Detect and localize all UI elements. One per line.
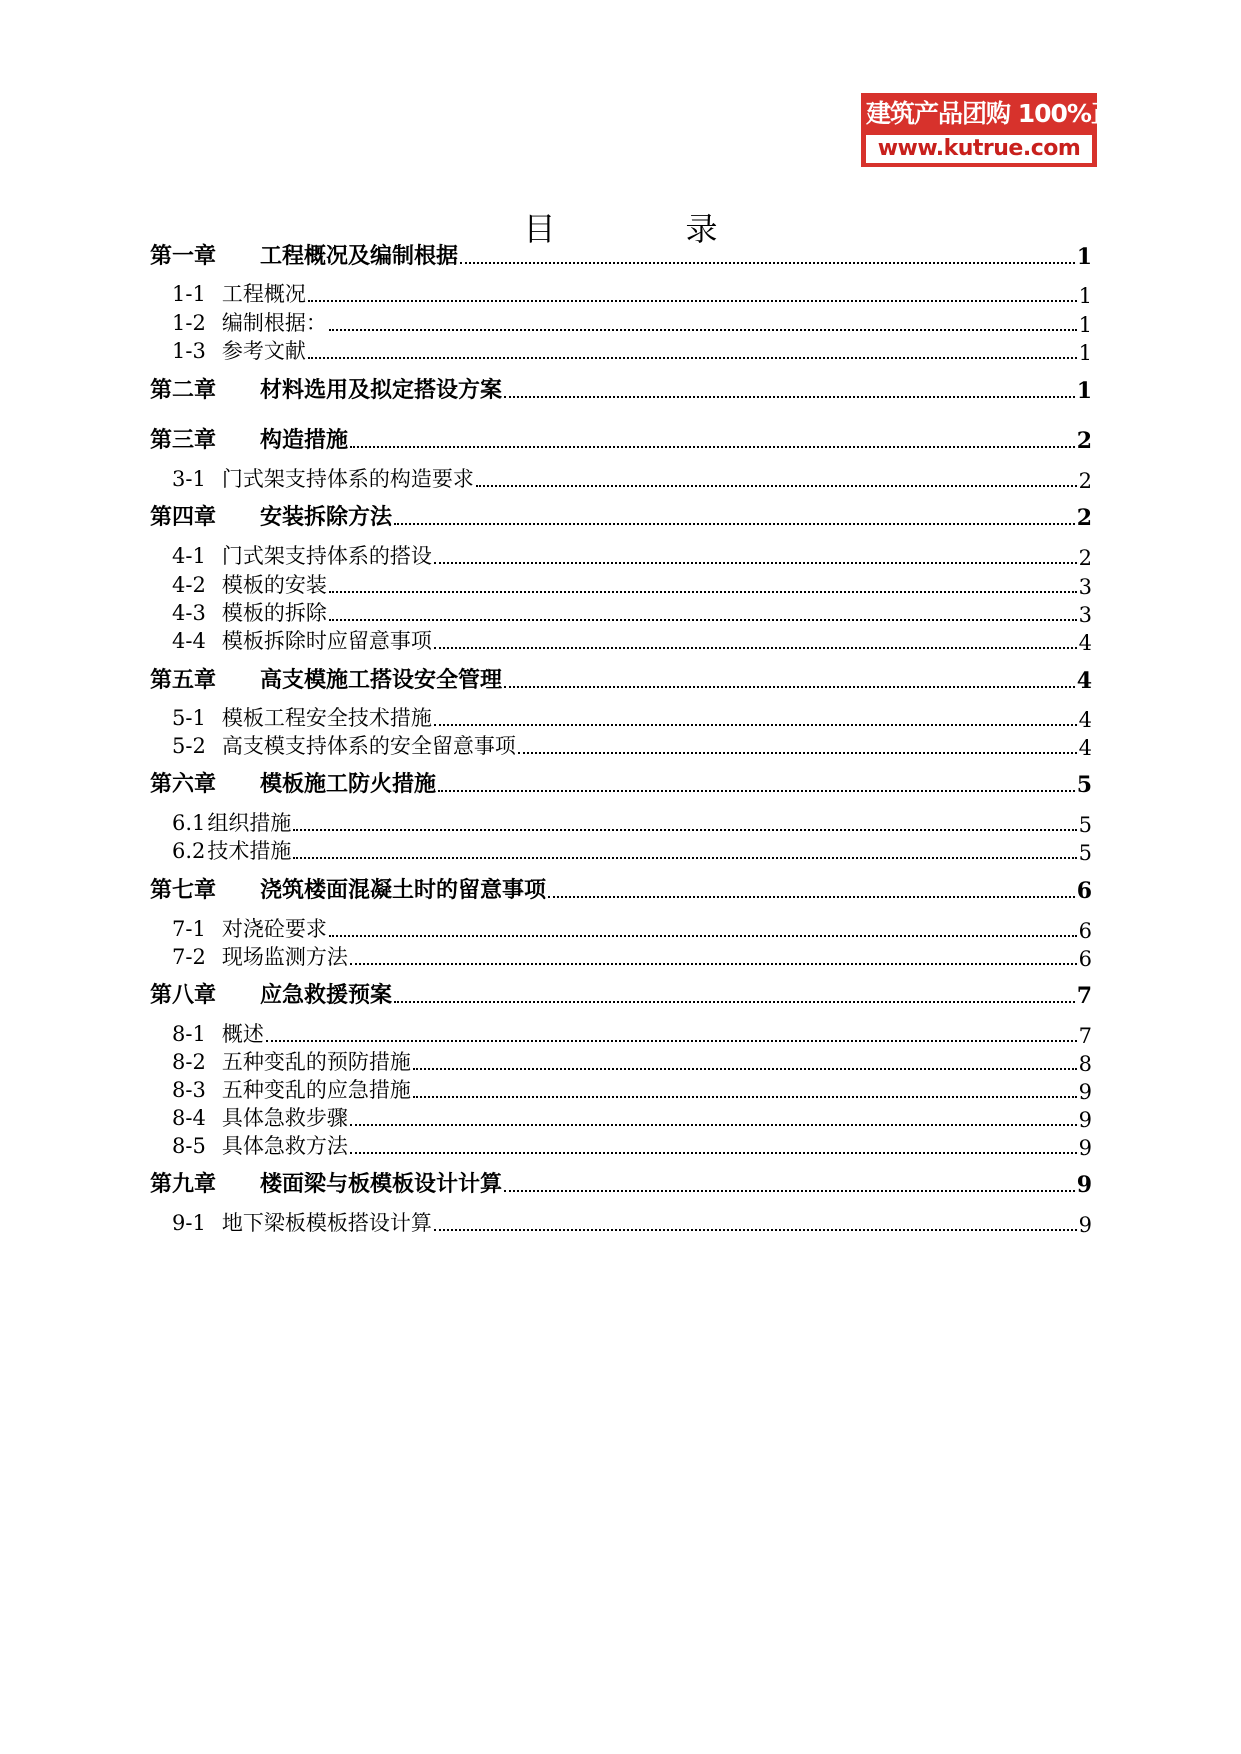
toc-entry-title [172, 540, 434, 570]
toc-entry-number: 6.2 [172, 839, 206, 863]
toc-entry-number: 8-4 [172, 1106, 206, 1130]
toc-entry-label: 参考文献 [221, 339, 306, 363]
toc-entry-title [172, 730, 518, 760]
toc-entry-number: 4-4 [172, 629, 206, 653]
dot-leader [504, 396, 1075, 398]
toc-section-row[interactable] [172, 1128, 1092, 1160]
dot-leader [434, 647, 1077, 649]
toc-page-number: 9 [1078, 1213, 1092, 1237]
toc-entry-label: 地下梁板模板搭设计算 [221, 1211, 432, 1235]
dot-leader [504, 1190, 1075, 1192]
stamp-line-1: 建筑产品团购 100%正品 [866, 99, 1139, 128]
toc-chapter-row[interactable] [150, 372, 1092, 404]
dot-leader [438, 790, 1075, 792]
dot-leader [394, 1001, 1075, 1003]
toc-entry-label: 编制根据： [221, 311, 327, 335]
toc-entry-label: 工程概况 [221, 282, 306, 306]
toc-entry-label: 现场监测方法 [221, 945, 348, 969]
toc-page-number: 2 [1076, 428, 1092, 454]
toc-chapter-row[interactable] [150, 766, 1092, 798]
toc-section-row[interactable] [172, 538, 1092, 570]
toc-entry-title [172, 941, 350, 971]
toc-entry-number: 7-1 [172, 917, 206, 941]
dot-leader [308, 300, 1077, 302]
toc-entry-number: 1-2 [172, 311, 206, 335]
toc-entry-number: 1-3 [172, 339, 206, 363]
toc-entry-label: 具体急救方法 [221, 1134, 348, 1158]
toc-page-number: 3 [1078, 603, 1092, 627]
toc-entry-number: 5-1 [172, 706, 206, 730]
watermark-stamp [861, 93, 1139, 167]
toc-page-number: 9 [1076, 1172, 1092, 1198]
toc-entry-number: 第八章 [150, 982, 217, 1008]
toc-entry-number: 第五章 [150, 667, 217, 693]
toc-section-row[interactable] [172, 461, 1092, 493]
toc-chapter-row[interactable] [150, 238, 1092, 270]
toc-entry-label: 工程概况及编制根据 [260, 243, 459, 269]
dot-leader [329, 619, 1077, 621]
toc-entry-number: 4-2 [172, 573, 206, 597]
dot-leader [548, 896, 1075, 898]
toc-page-number: 4 [1078, 631, 1092, 655]
toc-entry-number: 7-2 [172, 945, 206, 969]
toc-entry-title [150, 423, 350, 454]
dot-leader [293, 829, 1076, 831]
toc-section-row[interactable] [172, 333, 1092, 365]
toc-entry-title [150, 239, 460, 270]
toc-section-row[interactable] [172, 833, 1092, 865]
toc-entry-number: 第三章 [150, 427, 217, 453]
toc-entry-number: 8-1 [172, 1022, 206, 1046]
toc-entry-number: 第二章 [150, 377, 217, 403]
toc-entry-title [172, 463, 476, 493]
toc-entry-title [150, 978, 394, 1009]
toc-entry-number: 8-5 [172, 1134, 206, 1158]
dot-leader [434, 724, 1077, 726]
dot-leader [350, 1152, 1077, 1154]
toc-entry-label: 高支模支持体系的安全留意事项 [221, 734, 516, 758]
toc-entry-label: 构造措施 [260, 427, 349, 453]
toc-page-number: 4 [1076, 668, 1092, 694]
toc-entry-title [150, 373, 504, 404]
toc-entry-label: 模板的拆除 [221, 601, 327, 625]
toc-entry-title [150, 767, 438, 798]
toc-entry-label: 技术措施 [207, 839, 292, 863]
toc-page-number: 5 [1078, 813, 1092, 837]
toc-section-row[interactable] [172, 623, 1092, 655]
toc-page-number: 6 [1078, 947, 1092, 971]
toc-page-number: 6 [1076, 878, 1092, 904]
toc-chapter-row[interactable] [150, 499, 1092, 531]
toc-entry-number: 6.1 [172, 811, 206, 835]
toc-entry-label: 具体急救步骤 [221, 1106, 348, 1130]
toc-section-row[interactable] [172, 1205, 1092, 1237]
dot-leader [476, 485, 1077, 487]
stamp-line-2: www.kutrue.com [866, 135, 1092, 163]
toc-entry-number: 8-3 [172, 1078, 206, 1102]
toc-entry-label: 门式架支持体系的搭设 [221, 544, 432, 568]
dot-leader [434, 1229, 1077, 1231]
toc-entry-title [150, 1167, 504, 1198]
toc-entry-label: 模板工程安全技术措施 [221, 706, 432, 730]
dot-leader [329, 329, 1077, 331]
dot-leader [329, 591, 1077, 593]
toc-entry-title [172, 625, 434, 655]
toc-entry-number: 4-3 [172, 601, 206, 625]
title-char-right: 录 [685, 210, 718, 248]
toc-page-number: 3 [1078, 575, 1092, 599]
dot-leader [394, 523, 1075, 525]
toc-entry-title [150, 663, 504, 694]
toc-page-number: 2 [1076, 505, 1092, 531]
toc-page-number: 1 [1076, 378, 1092, 404]
toc-page-number: 2 [1078, 469, 1092, 493]
toc-page-number: 4 [1078, 736, 1092, 760]
toc-entry-label: 安装拆除方法 [260, 504, 393, 530]
toc-entry-title [150, 500, 394, 531]
toc-page-number: 7 [1076, 983, 1092, 1009]
toc-page-number: 1 [1078, 284, 1092, 308]
toc-page-number: 5 [1078, 841, 1092, 865]
dot-leader [434, 562, 1077, 564]
toc-entry-label: 模板施工防火措施 [260, 771, 437, 797]
toc-entry-number: 5-2 [172, 734, 206, 758]
toc-entry-label: 门式架支持体系的构造要求 [221, 467, 474, 491]
toc-section-row[interactable] [172, 939, 1092, 971]
toc-entry-label: 高支模施工搭设安全管理 [260, 667, 503, 693]
toc-entry-title [172, 1130, 350, 1160]
dot-leader [350, 963, 1077, 965]
dot-leader [518, 752, 1077, 754]
toc-entry-label: 模板拆除时应留意事项 [221, 629, 432, 653]
toc-entry-label: 楼面梁与板模板设计计算 [260, 1171, 503, 1197]
toc-chapter-row[interactable] [150, 1166, 1092, 1198]
dot-leader [329, 935, 1077, 937]
toc-chapter-row[interactable] [150, 662, 1092, 694]
toc-entry-number: 9-1 [172, 1211, 206, 1235]
toc-entry-label: 组织措施 [207, 811, 292, 835]
toc-page-number: 6 [1078, 919, 1092, 943]
toc-entry-label: 应急救援预案 [260, 982, 393, 1008]
toc-page-number: 1 [1076, 244, 1092, 270]
toc-entry-label: 概述 [221, 1022, 264, 1046]
toc-entry-label: 对浇砼要求 [221, 917, 327, 941]
toc-entry-label: 材料选用及拟定搭设方案 [260, 377, 503, 403]
toc-section-row[interactable] [172, 728, 1092, 760]
dot-leader [504, 686, 1075, 688]
toc-entry-number: 3-1 [172, 467, 206, 491]
dot-leader [293, 857, 1076, 859]
toc-page-number: 8 [1078, 1052, 1092, 1076]
toc-entry-number: 第七章 [150, 877, 217, 903]
toc-section-row[interactable] [172, 276, 1092, 308]
toc-entry-number: 第四章 [150, 504, 217, 530]
toc-entry-number: 第九章 [150, 1171, 217, 1197]
toc-page-number: 2 [1078, 546, 1092, 570]
toc-entry-number: 8-2 [172, 1050, 206, 1074]
toc-entry-title [150, 873, 548, 904]
toc-entry-number: 第六章 [150, 771, 217, 797]
toc-entry-number: 1-1 [172, 282, 206, 306]
toc-page-number: 9 [1078, 1080, 1092, 1104]
toc-chapter-row[interactable] [150, 977, 1092, 1009]
toc-chapter-row[interactable] [150, 422, 1092, 454]
toc-entry-number: 第一章 [150, 243, 217, 269]
toc-page-number: 4 [1078, 708, 1092, 732]
dot-leader [266, 1040, 1077, 1042]
dot-leader [413, 1096, 1077, 1098]
toc-page-number: 7 [1078, 1024, 1092, 1048]
dot-leader [350, 446, 1075, 448]
title-char-left: 目 [523, 210, 556, 248]
toc-entry-label: 模板的安装 [221, 573, 327, 597]
toc-page-number: 9 [1078, 1136, 1092, 1160]
toc-entry-label: 五种变乱的应急措施 [221, 1078, 411, 1102]
toc-page-number: 9 [1078, 1108, 1092, 1132]
toc-page-number: 5 [1076, 772, 1092, 798]
toc-page-number: 1 [1078, 341, 1092, 365]
toc-page-number: 1 [1078, 313, 1092, 337]
toc-entry-number: 4-1 [172, 544, 206, 568]
dot-leader [350, 1124, 1077, 1126]
toc-entry-title [172, 335, 308, 365]
toc-entry-title [172, 1207, 434, 1237]
toc-entry-label: 浇筑楼面混凝土时的留意事项 [260, 877, 547, 903]
toc-entry-title [172, 278, 308, 308]
toc-entry-label: 五种变乱的预防措施 [221, 1050, 411, 1074]
toc-chapter-row[interactable] [150, 872, 1092, 904]
dot-leader [460, 262, 1075, 264]
dot-leader [413, 1068, 1077, 1070]
toc-entry-title [172, 835, 293, 865]
dot-leader [308, 357, 1077, 359]
